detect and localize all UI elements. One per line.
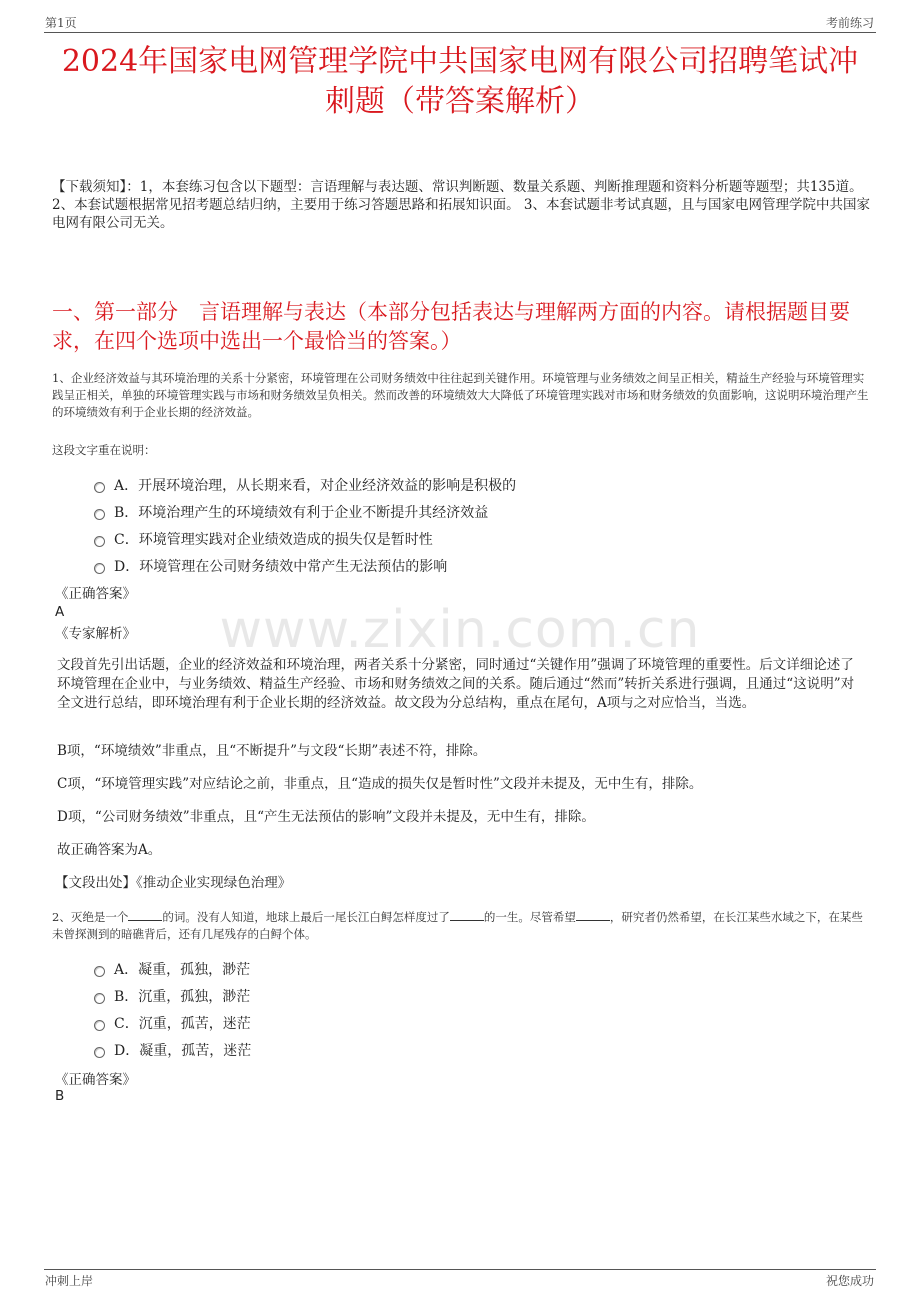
q1-analysis-paragraph: D项，“公司财务绩效”非重点，且“产生无法预估的影响”文段并未提及，无中生有，排除。 — [57, 809, 595, 825]
radio-icon[interactable] — [94, 482, 105, 493]
radio-icon[interactable] — [94, 993, 105, 1004]
section-heading: 一、第一部分 言语理解与表达（本部分包括表达与理解两方面的内容。请根据题目要求，在四个选项中选出一个最恰当的答案。） — [52, 300, 850, 353]
q2-answer: B — [55, 1088, 65, 1104]
q2-option-b[interactable] — [94, 987, 250, 1007]
stem-text: ，研究者仍然希望，在长江某些水域之下，在某些未曾探测到的暗礁背后，还有几尾残存的白鲟个体。 — [52, 910, 863, 941]
question-1-stem: 1、企业经济效益与其环境治理的关系十分紧密，环境管理在公司财务绩效中往往起到关键作用。环境管理与业务绩效之间呈正相关，精益生产经验与环境管理实践呈正相关，单独的环境管理实践与市场和财务绩效呈负相关。然而改善的环境绩效大大降低了环境管理实践对市场和财务绩效的负面影响，这说明环境治理产生的环境绩效有利于企业长期的经济效益。 — [52, 371, 869, 419]
option-label: D．凝重，孤苦，迷茫 — [114, 1043, 252, 1059]
watermark: www.zixin.com.cn — [219, 600, 701, 660]
question-2-stem — [52, 908, 870, 943]
q1-analysis-paragraph: C项，“环境管理实践”对应结论之前，非重点，且“造成的损失仅是暂时性”文段并未提及，无中生有，排除。 — [57, 776, 703, 792]
page-title: 2024年国家电网管理学院中共国家电网有限公司招聘笔试冲刺题（带答案解析） — [61, 44, 859, 119]
q2-answer-label: 《正确答案》 — [55, 1072, 136, 1088]
option-label: A．开展环境治理，从长期来看，对企业经济效益的影响是积极的 — [114, 478, 517, 494]
footer-rule — [44, 1269, 876, 1270]
stem-text: 的词。没有人知道，地球上最后一尾长江白鲟怎样度过了 — [162, 910, 450, 924]
q1-analysis-paragraph: 文段首先引出话题，企业的经济效益和环境治理，两者关系十分紧密，同时通过“关键作用”强调了环境管理的重要性。后文详细论述了环境管理在企业中，与业务绩效、精益生产经验、市场和财务绩效之间的关系。随后通过“然而”转折关系进行强调，且通过“这说明”对全文进行总结，即环境治理有利于企业长期的经济效益。故文段为分总结构，重点在尾句，A项与之对应恰当，当选。 — [57, 657, 855, 711]
q1-answer: A — [55, 604, 65, 620]
q1-answer-label: 《正确答案》 — [55, 586, 136, 602]
header-right-label: 考前练习 — [825, 16, 874, 30]
option-label: B．环境治理产生的环境绩效有利于企业不断提升其经济效益 — [114, 505, 489, 521]
option-label: C．环境管理实践对企业绩效造成的损失仅是暂时性 — [114, 532, 433, 548]
q1-option-a[interactable] — [94, 476, 516, 496]
q1-option-d[interactable] — [94, 557, 447, 577]
footer-right-label: 祝您成功 — [825, 1274, 874, 1288]
header-rule — [44, 32, 876, 33]
fill-blank — [450, 908, 484, 921]
radio-icon[interactable] — [94, 1047, 105, 1058]
radio-icon[interactable] — [94, 536, 105, 547]
radio-icon[interactable] — [94, 509, 105, 520]
option-label: C．沉重，孤苦，迷茫 — [114, 1016, 251, 1032]
stem-text: 的一生。尽管希望 — [483, 910, 576, 924]
option-label: B．沉重，孤独，渺茫 — [114, 989, 251, 1005]
radio-icon[interactable] — [94, 966, 105, 977]
fill-blank — [576, 908, 610, 921]
option-label: D．环境管理在公司财务绩效中常产生无法预估的影响 — [114, 559, 448, 575]
page-number: 第1页 — [45, 16, 77, 30]
q2-option-d[interactable] — [94, 1041, 251, 1061]
q2-option-a[interactable] — [94, 960, 250, 980]
q1-option-b[interactable] — [94, 503, 488, 523]
question-1-prompt: 这段文字重在说明： — [52, 443, 156, 457]
q1-analysis-label: 《专家解析》 — [55, 626, 136, 642]
radio-icon[interactable] — [94, 1020, 105, 1031]
stem-text: 2、灭绝是一个 — [52, 910, 129, 924]
q1-source: 【文段出处】《推动企业实现绿色治理》 — [55, 875, 292, 891]
q2-option-c[interactable] — [94, 1014, 251, 1034]
q1-analysis-paragraph: B项，“环境绩效”非重点，且“不断提升”与文段“长期”表述不符，排除。 — [57, 743, 487, 759]
fill-blank — [128, 908, 162, 921]
radio-icon[interactable] — [94, 563, 105, 574]
download-notice: 【下载须知】：1，本套练习包含以下题型：言语理解与表达题、常识判断题、数量关系题、判断推理题和资料分析题等题型；共135道。 2、本套试题根据常见招考题总结归纳，主要用于练习答题思路和拓展知识面。 3、本套试题非考试真题，且与国家电网管理学院中共国家电网有限公司无关。 — [52, 179, 870, 231]
footer-left-label: 冲刺上岸 — [45, 1274, 94, 1288]
q1-option-c[interactable] — [94, 530, 433, 550]
option-label: A．凝重，孤独，渺茫 — [114, 962, 251, 978]
q1-analysis-paragraph: 故正确答案为A。 — [57, 842, 162, 858]
